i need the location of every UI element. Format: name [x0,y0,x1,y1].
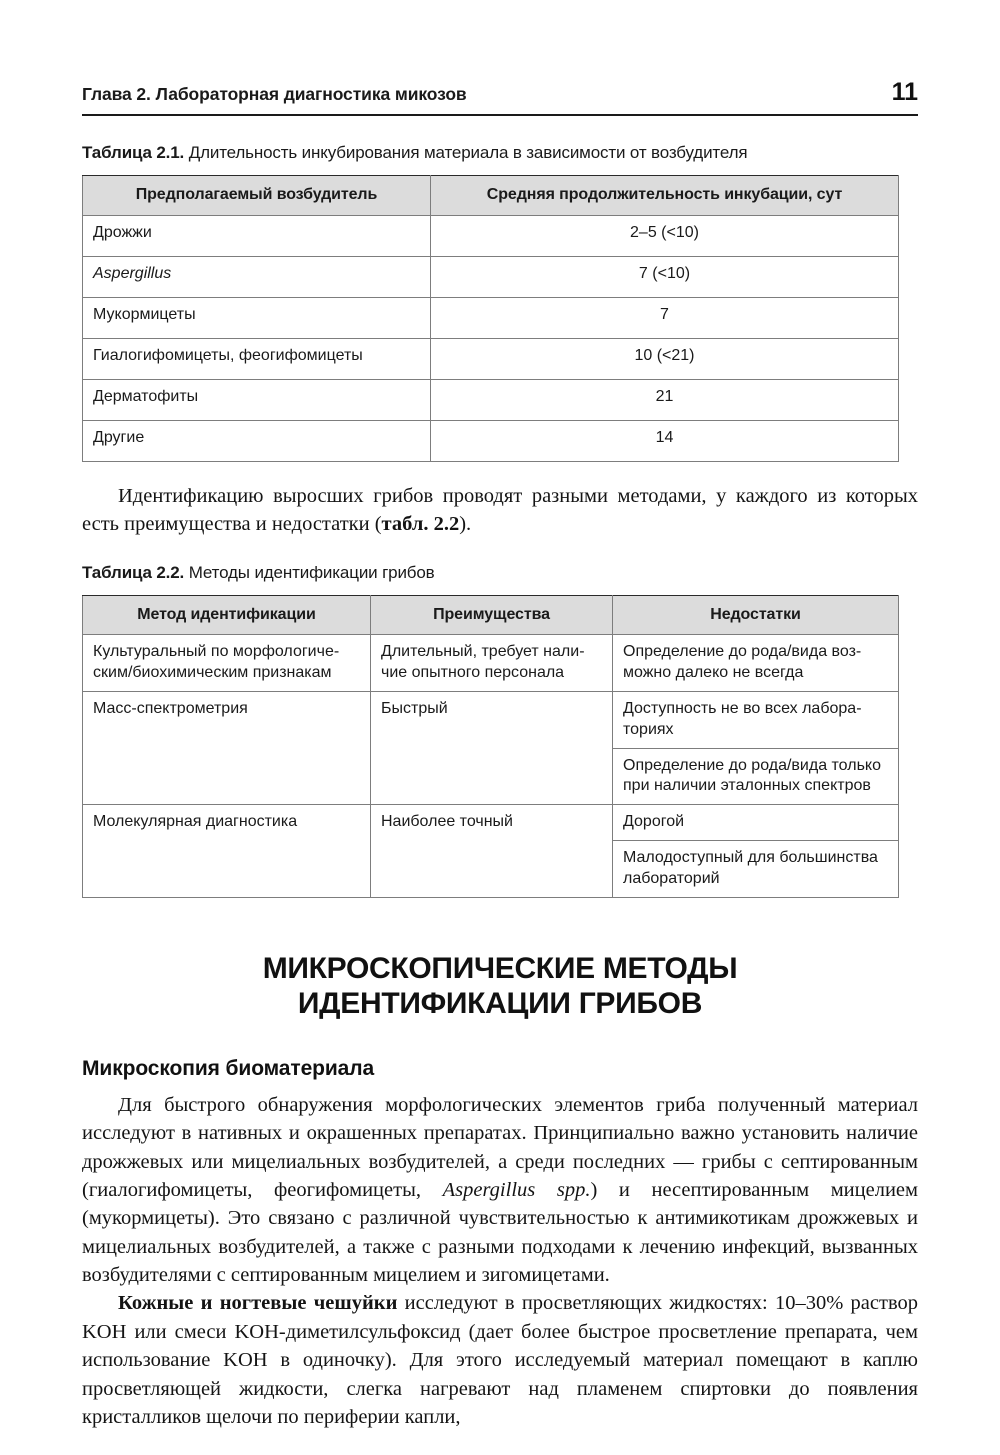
table-header-row [83,176,899,216]
chapter-title: Глава 2. Лабораторная диагностика микозов [82,84,467,104]
table-row [83,256,899,297]
table-row [83,420,899,461]
table-row [83,297,899,338]
paragraph-1-part-b: ) и несептированным мицелием (мукормицеты). Это связано с различной чувствительностью к антимикотикам дрожжевых и мицелиальных возбудителей, а также с разными подходами к лечению инфекций, вызванных возбудителями с септированным мицелием и зигомицетами. [82,1178,918,1287]
body-text [82,1091,918,1432]
table-identification-methods [82,595,899,898]
cell-organism: Дрожжи [83,215,431,256]
cell-disadvantage: Определение до рода/вида только при наличии эталонных спектров [613,748,899,805]
intro-text-part-2: ). [459,513,472,536]
table-2-2-caption-label: Таблица 2.2. [82,562,185,582]
cell-method: Масс-спектрометрия [83,691,371,804]
column-header-method: Метод идентификации [83,595,371,635]
latin-term-aspergillus: Aspergillus spp. [442,1178,591,1201]
cell-organism: Мукормицеты [83,297,431,338]
section-title [82,951,918,1021]
paragraph-1-part-a: Для быстрого обнаружения морфологических элементов гриба полученный материал исследуют в нативных и окрашенных препаратах. Принципиально важно установить наличие дрожжевых или мицелиальных возбудителей, а среди последних — грибы с септированным (гиалогифомицеты, феогифомицеты, [82,1093,918,1201]
body-paragraph-1 [82,1091,918,1290]
cell-duration: 2–5 (<10) [431,215,899,256]
table-row [83,691,899,748]
paragraph-2-lead-in: Кожные и ногтевые чешуйки [118,1292,398,1315]
table-row [83,805,899,841]
cell-disadvantage: Определение до рода/вида возможно далеко не всегда [613,635,899,692]
cell-organism: Гиалогифомицеты, феогифомицеты [83,338,431,379]
table-row [83,338,899,379]
column-header-organism: Предполагаемый возбудитель [83,176,431,216]
cell-advantage: Длительный, требует наличие опытного персонала [371,635,613,692]
intro-text-part-1: Идентификацию выросших грибов проводят разными методами, у каждого из которых есть преимущества и недостатки ( [82,484,918,536]
cell-disadvantage: Дорогой [613,805,899,841]
cell-duration: 21 [431,379,899,420]
page-number: 11 [891,78,918,106]
table-row [83,379,899,420]
cell-organism: Другие [83,420,431,461]
subsection-title: Микроскопия биоматериала [82,1056,375,1080]
cell-duration: 10 (<21) [431,338,899,379]
table-row [83,215,899,256]
column-header-advantages: Преимущества [371,595,613,635]
intro-paragraph [82,482,918,539]
cell-duration: 7 [431,297,899,338]
cell-duration: 7 (<10) [431,256,899,297]
table-incubation-duration [82,175,899,462]
table-reference: табл. 2.2 [381,513,460,536]
table-2-1-caption [82,143,918,163]
table-row [83,635,899,692]
cell-organism: Aspergillus [83,256,431,297]
header-rule [82,114,918,116]
section-title-line-2: ИДЕНТИФИКАЦИИ ГРИБОВ [297,986,703,1020]
cell-method: Молекулярная диагностика [83,805,371,897]
cell-organism: Дерматофиты [83,379,431,420]
table-2-2-caption-text: Методы идентификации грибов [184,562,435,582]
column-header-disadvantages: Недостатки [613,595,899,635]
running-head [82,0,918,107]
cell-duration: 14 [431,420,899,461]
body-paragraph-2 [82,1289,918,1431]
table-2-1-caption-text: Длительность инкубирования материала в зависимости от возбудителя [184,143,748,162]
table-2-1-caption-label: Таблица 2.1. [82,143,185,162]
table-header-row [83,595,899,635]
table-2-2-caption [82,563,918,583]
cell-advantage: Наиболее точный [371,805,613,897]
cell-disadvantage: Доступность не во всех лабораториях [613,691,899,748]
column-header-duration: Средняя продолжительность инкубации, сут [431,176,899,216]
cell-method: Культуральный по морфологическим/биохимическим признакам [83,635,371,692]
section-title-line-1: МИКРОСКОПИЧЕСКИЕ МЕТОДЫ [262,951,738,985]
cell-disadvantage: Малодоступный для большинства лабораторий [613,840,899,897]
cell-advantage: Быстрый [371,691,613,804]
paragraph-2-rest: исследуют в просветляющих жидкостях: 10–30% раствор KOH или смеси KOH-диметилсульфоксид (дает более быстрое просветление препарата, чем использование KOH в одиночку). Для этого исследуемый материал помещают в каплю просветляющей жидкости, слегка нагревают над пламенем спиртовки до появления кристалликов щелочи по периферии капли, [82,1292,919,1429]
